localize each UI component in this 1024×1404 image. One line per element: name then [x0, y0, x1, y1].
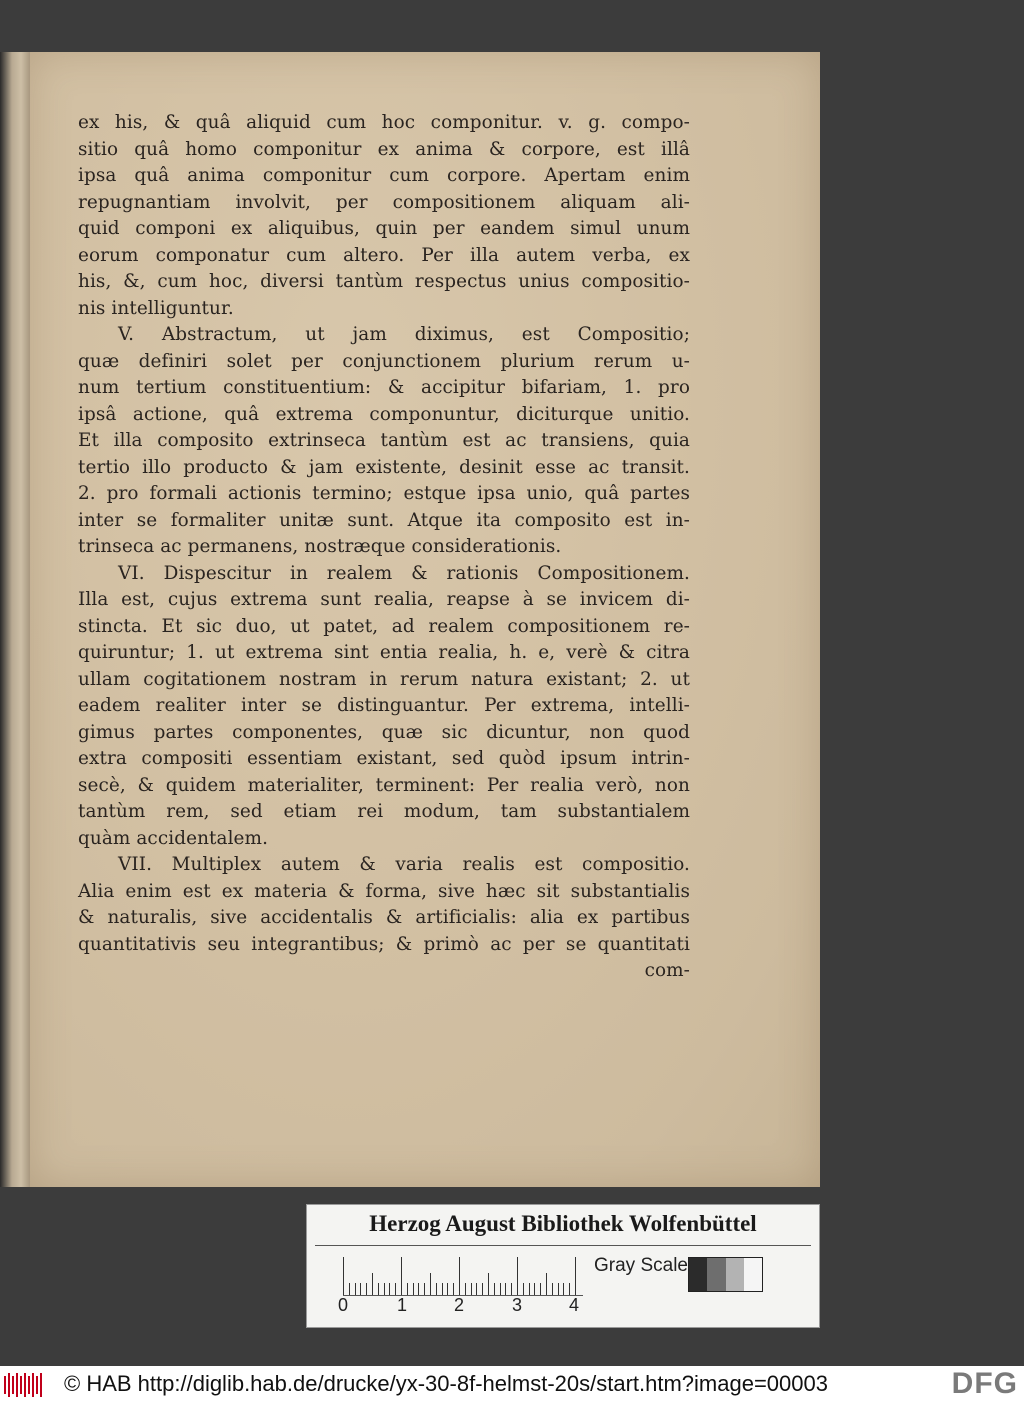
previous-page-edge	[0, 52, 30, 1187]
ruler-tick	[569, 1283, 570, 1295]
text-line: ipsâ actione, quâ extrema componuntur, diciturque unitio.	[78, 403, 690, 425]
text-line: stincta. Et sic duo, ut patet, ad realem compositionem re-	[78, 615, 690, 637]
ruler-tick	[465, 1283, 466, 1295]
ruler-tick	[563, 1283, 564, 1295]
ruler-number: 4	[569, 1295, 580, 1315]
source-url[interactable]: © HAB http://diglib.hab.de/drucke/yx-30-8f-helmst-20s/start.htm?image=00003	[64, 1371, 828, 1396]
ruler-tick	[540, 1283, 541, 1295]
text-line: nis intelliguntur.	[78, 297, 234, 319]
gray-scale-label: Gray Scale	[594, 1255, 688, 1276]
ruler-tick	[552, 1283, 553, 1295]
text-line: ipsa quâ anima componitur cum corpore. Apertam enim	[78, 165, 690, 186]
ruler-tick	[459, 1257, 460, 1295]
text-line: inter se formaliter unitæ sunt. Atque ita composito est in-	[78, 509, 690, 531]
text-line: repugnantiam involvit, per compositionem aliquam ali-	[78, 191, 690, 213]
text-line: quid componi ex aliquibus, quin per eandem simul unum	[78, 218, 690, 239]
ruler-tick	[482, 1283, 483, 1295]
text-line: VII. Multiplex autem & varia realis est compositio.	[118, 854, 690, 875]
logo-bar	[40, 1373, 42, 1397]
ruler-number: 1	[397, 1295, 408, 1315]
ruler-tick	[360, 1283, 361, 1295]
gray-swatch	[689, 1258, 707, 1291]
text-line: Alia enim est ex materia & forma, sive hæc sit substantialis	[78, 880, 690, 902]
color-target-card	[306, 1204, 820, 1328]
text-line: V. Abstractum, ut jam diximus, est Compositio;	[118, 324, 690, 345]
text-line: tertio illo producto & jam existente, desinit esse ac transit.	[78, 456, 690, 478]
ruler-tick	[546, 1273, 547, 1295]
logo-bar	[4, 1376, 6, 1394]
ruler-tick	[372, 1273, 373, 1295]
text-line: gimus partes componentes, quæ sic dicuntur, non quod	[78, 721, 690, 743]
text-line: tantùm rem, sed etiam rei modum, tam substantialem	[78, 801, 690, 822]
ruler-tick	[511, 1283, 512, 1295]
hab-logo-icon	[4, 1373, 44, 1397]
ruler-tick	[494, 1283, 495, 1295]
ruler-number: 2	[454, 1295, 465, 1315]
text-line: num tertium constituentium: & accipitur bifariam, 1. pro	[78, 377, 690, 398]
logo-bar	[32, 1373, 34, 1397]
text-line: 2. pro formali actionis termino; estque ipsa unio, quâ partes	[78, 483, 690, 504]
ruler-tick	[505, 1283, 506, 1295]
gray-swatch	[726, 1258, 744, 1291]
ruler-tick	[355, 1283, 356, 1295]
ruler-tick	[366, 1283, 367, 1295]
ruler-tick	[424, 1283, 425, 1295]
ruler-tick	[343, 1257, 344, 1295]
gray-scale-swatches	[688, 1257, 763, 1292]
ruler-tick	[471, 1283, 472, 1295]
ruler-number: 0	[338, 1295, 349, 1315]
text-line: quæ definiri solet per conjunctionem plurium rerum u-	[78, 350, 690, 372]
ruler-tick	[488, 1273, 489, 1295]
text-line: his, &, cum hoc, diversi tantùm respectus unius compositio-	[78, 271, 690, 292]
ruler-tick	[500, 1283, 501, 1295]
ruler-tick	[476, 1283, 477, 1295]
text-line: ex his, & quâ aliquid cum hoc componitur. v. g. compo-	[78, 112, 690, 133]
catchword: com-	[644, 960, 690, 981]
ruler-tick	[430, 1273, 431, 1295]
ruler-tick	[384, 1283, 385, 1295]
ruler-tick	[395, 1283, 396, 1295]
ruler-tick	[418, 1283, 419, 1295]
library-name: Herzog August Bibliothek Wolfenbüttel	[369, 1211, 757, 1236]
book-page	[30, 52, 820, 1187]
logo-bar	[16, 1373, 18, 1397]
ruler-tick	[407, 1283, 408, 1295]
ruler-tick	[558, 1283, 559, 1295]
page-text-block	[78, 110, 690, 985]
logo-bar	[8, 1373, 10, 1397]
text-line: ullam cogitationem nostram in rerum natura existant; 2. ut	[78, 668, 690, 690]
ruler-tick	[523, 1283, 524, 1295]
logo-bar	[28, 1376, 30, 1394]
text-line: Et illa composito extrinseca tantùm est ac transiens, quia	[78, 430, 690, 451]
text-line: eadem realiter inter se distinguantur. Per extrema, intelli-	[78, 695, 690, 716]
ruler-tick	[378, 1283, 379, 1295]
logo-bar	[24, 1373, 26, 1397]
ruler-tick	[349, 1283, 350, 1295]
ruler-tick	[447, 1283, 448, 1295]
ruler-tick	[442, 1283, 443, 1295]
text-line: secè, & quidem materialiter, terminent: Per realia verò, non	[78, 774, 690, 796]
text-line: sitio quâ homo componitur ex anima & corpore, est illâ	[78, 138, 690, 160]
footer-bar	[0, 1366, 1024, 1404]
text-line: quàm accidentalem.	[78, 827, 269, 849]
ruler-tick	[517, 1257, 518, 1295]
text-line: VI. Dispescitur in realem & rationis Compositionem.	[118, 562, 690, 584]
gray-swatch	[744, 1258, 762, 1291]
dfg-logo: DFG	[948, 1367, 1018, 1401]
ruler-tick	[389, 1283, 390, 1295]
logo-bar	[12, 1376, 14, 1394]
text-line: Illa est, cujus extrema sunt realia, reapse à se invicem di-	[78, 589, 690, 610]
text-line: trinseca ac permanens, nostræque considerationis.	[78, 536, 562, 557]
text-line: quantitativis seu integrantibus; & primò ac per se quantitati	[78, 933, 690, 955]
text-line: extra compositi essentiam existant, sed quòd ipsum intrin-	[78, 748, 690, 769]
ruler-tick	[453, 1283, 454, 1295]
ruler-tick	[413, 1283, 414, 1295]
gray-swatch	[707, 1258, 725, 1291]
text-line: quiruntur; 1. ut extrema sint entia realia, h. e, verè & citra	[78, 642, 690, 663]
text-line: eorum componatur cum altero. Per illa autem verba, ex	[78, 244, 690, 266]
ruler-tick	[575, 1257, 576, 1295]
scale-ruler	[343, 1255, 583, 1296]
ruler-tick	[401, 1257, 402, 1295]
ruler-number: 3	[512, 1295, 523, 1315]
target-divider	[315, 1245, 811, 1246]
logo-bar	[20, 1376, 22, 1394]
logo-bar	[36, 1376, 38, 1394]
text-line: & naturalis, sive accidentalis & artificialis: alia ex partibus	[78, 907, 690, 928]
ruler-tick	[529, 1283, 530, 1295]
ruler-tick	[436, 1283, 437, 1295]
ruler-tick	[534, 1283, 535, 1295]
